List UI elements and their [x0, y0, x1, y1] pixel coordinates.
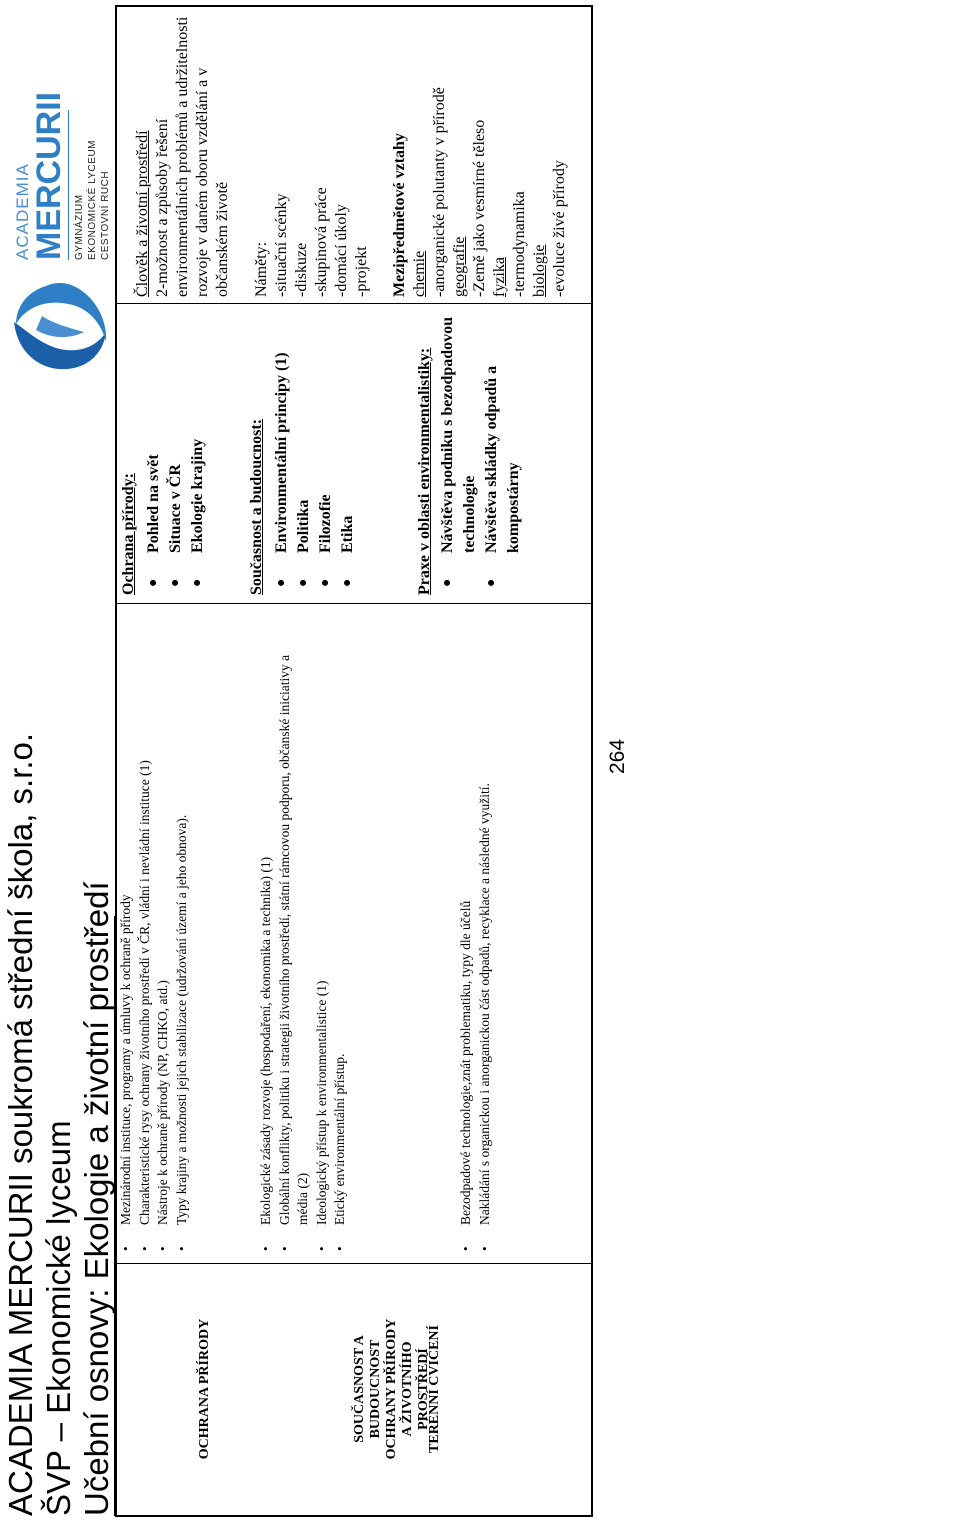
cross-theme-title: Člověk a životní prostředí: [134, 130, 151, 297]
list-item: • Etický environmentální přístup.: [332, 1053, 347, 1251]
list-item: • Nakládání s organickou i anorganickou část odpadů, recyklace a následné využití.: [476, 783, 492, 1251]
cross-theme: [133, 12, 233, 297]
subject-name: chemie: [411, 250, 428, 297]
list-item: -diskuze: [293, 242, 310, 297]
topic-ochrana-prirody: OCHRANA PŘÍRODY: [197, 1318, 212, 1460]
theme-list-1: [143, 303, 209, 595]
subject-detail: -evoluce živé přírody: [551, 160, 568, 297]
theme-list-2: [271, 303, 359, 595]
theme-heading-2: Současnost a budoucnost:: [248, 418, 265, 595]
theme-list-3: [437, 303, 525, 595]
mezipredmetove-title: Mezipředmětové vztahy: [391, 133, 408, 297]
list-item: ● Návštěva skládky odpadů a kompostárny: [483, 365, 522, 587]
list-item: • Charakteristické rysy ochrany životního prostředí v ČR, vládní i nevládní instituce (1): [136, 760, 152, 1251]
syllabus-title: Učební osnovy: Ekologie a životní prostředí: [78, 881, 115, 1516]
subject-detail: -anorganické polutanty v přírodě: [431, 87, 448, 297]
namety-title: Náměty:: [253, 241, 270, 297]
topic-terenni-cviceni: TERÉNNÍ CVIČENÍ: [427, 1325, 442, 1453]
theme-heading-1: Ochrana přírody:: [120, 473, 137, 595]
list-item: ● Etika: [339, 515, 356, 587]
list-item: -skupinová práce: [313, 187, 330, 297]
list-item: ● Filozofie: [317, 494, 334, 587]
list-item: • Bezodpadové technologie,znát problematiku, typy dle účelů: [458, 900, 473, 1251]
theme-heading-3: Praxe v oblasti environmentalistiky:: [416, 347, 433, 595]
list-item: ● Pohled na svět: [145, 454, 162, 587]
list-item: ● Situace v ČR: [167, 464, 184, 587]
list-item: • Ideologický přístup k environmentalistice (1): [313, 980, 329, 1251]
subject-name: biologie: [531, 244, 548, 297]
outcomes-list-1: [117, 625, 191, 1255]
list-item: ● Návštěva podniku s bezodpadovou technologie: [439, 316, 478, 587]
list-item: • Mezinárodní instituce, programy a úmluvy k ochraně přírody: [118, 894, 133, 1251]
topic-soucasnost: SOUČASNOST A BUDOUCNOST OCHRANY PŘÍRODY A ŽIVOTNÍHO PROSTŘEDÍ: [352, 1318, 431, 1460]
subject-detail: -Země jako vesmírné těleso: [471, 119, 488, 297]
logo-wordmark: [14, 0, 112, 260]
subject-name: geografie: [451, 236, 468, 297]
cross-theme-text: 2-možnost a způsoby řešení environmentálních problémů a udržitelnosti rozvoje v daném oboru vzdělání a v občanském životě: [154, 16, 231, 297]
mezipredmetove-block: [390, 12, 570, 297]
topic-column: [117, 1263, 591, 1515]
list-item: ● Ekologie krajiny: [189, 438, 206, 587]
list-item: -projekt: [353, 246, 370, 297]
list-item: • Nástroje k ochraně přírody (NP, CHKO, atd.): [155, 980, 170, 1251]
list-item: • Globální konflikty, politiku i strategii životního prostředí, státní rámcovou podporu, občanské iniciativy a média (2): [276, 654, 310, 1251]
subject-detail: -termodynamika: [511, 191, 528, 297]
subject-name: fyzika: [491, 257, 508, 297]
logo-sub-2: EKONOMICKÉ LYCEUM: [87, 140, 98, 260]
outcomes-list-2: [257, 625, 350, 1255]
program-line: ŠVP – Ekonomické lyceum: [40, 1120, 77, 1516]
list-item: • Typy krajiny a možnosti jejich stabilizace (udržování území a jeho obnova).: [173, 814, 189, 1251]
namety-block: [252, 12, 372, 297]
syllabus-table: [115, 5, 593, 1517]
list-item: ● Politika: [295, 499, 312, 587]
outcomes-list-3: [457, 625, 494, 1255]
logo-academia: ACADEMIA: [13, 163, 32, 260]
document-header: [0, 0, 120, 1522]
outcomes-column: [117, 603, 591, 1263]
cross-curricular-column: [117, 7, 591, 303]
themes-column: [117, 303, 591, 603]
logo-sub-3: CESTOVNÍ RUCH: [100, 170, 111, 260]
list-item: ● Environmentální principy (1): [273, 352, 290, 587]
page-number: 264: [606, 738, 629, 774]
list-item: -domácí úkoly: [333, 204, 350, 297]
logo-divider: [68, 110, 69, 260]
list-item: • Ekologické zásady rozvoje (hospodaření, ekonomika a technika) (1): [258, 856, 273, 1251]
logo-swoosh-icon: [6, 272, 110, 382]
list-item: -situační scénky: [273, 193, 290, 297]
school-name-line: ACADEMIA MERCURII soukromá střední škola, s.r.o.: [2, 732, 39, 1516]
school-logo: [6, 2, 116, 382]
logo-sub-1: GYMNÁZIUM: [74, 194, 85, 260]
logo-mercurii: MERCURII: [30, 91, 68, 260]
